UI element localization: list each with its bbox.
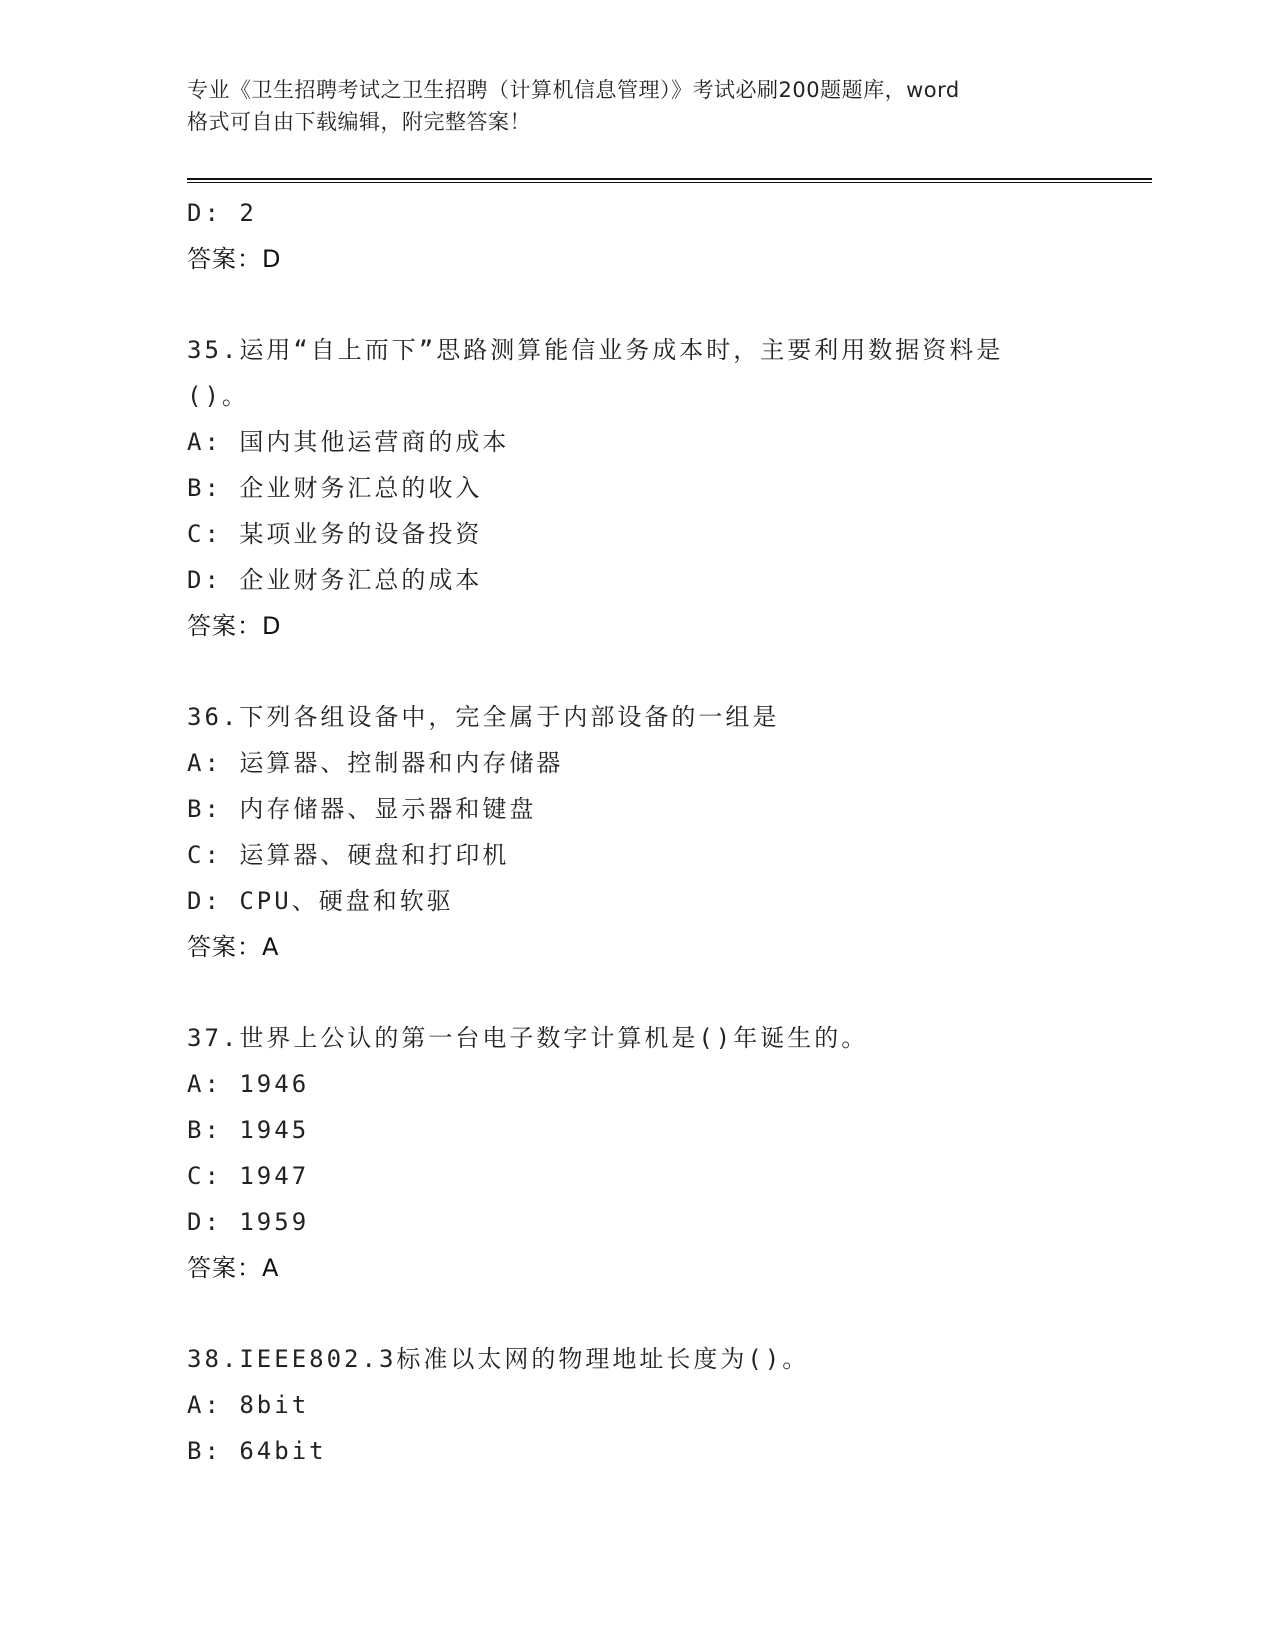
- header-title-line-2: 格式可自由下载编辑，附完整答案！: [187, 110, 531, 134]
- document-header: [187, 74, 1107, 138]
- option-a: A: 运算器、控制器和内存储器: [187, 749, 564, 777]
- spacer: [187, 282, 1087, 327]
- option-c: C: 运算器、硬盘和打印机: [187, 841, 510, 869]
- question-stem-continued: ()。: [187, 382, 249, 410]
- option-b: B: 1945: [187, 1116, 310, 1144]
- option-c: C: 1947: [187, 1162, 310, 1190]
- option-a: A: 国内其他运营商的成本: [187, 428, 510, 456]
- header-divider: [187, 178, 1152, 183]
- option-d: D: 2: [187, 199, 257, 227]
- question-36: [187, 694, 1087, 970]
- option-b: B: 内存储器、显示器和键盘: [187, 795, 537, 823]
- answer: 答案：A: [187, 1254, 280, 1282]
- question-stem: 37.世界上公认的第一台电子数字计算机是()年诞生的。: [187, 1024, 869, 1052]
- answer: 答案：D: [187, 245, 282, 273]
- option-d: D: 1959: [187, 1208, 310, 1236]
- spacer: [187, 1291, 1087, 1336]
- question-content: [187, 190, 1087, 1474]
- option-d: D: CPU、硬盘和软驱: [187, 887, 454, 915]
- option-a: A: 1946: [187, 1070, 310, 1098]
- option-a: A: 8bit: [187, 1391, 310, 1419]
- question-35: [187, 327, 1087, 649]
- option-c: C: 某项业务的设备投资: [187, 520, 483, 548]
- answer: 答案：A: [187, 933, 280, 961]
- question-stem: 36.下列各组设备中，完全属于内部设备的一组是: [187, 703, 780, 731]
- header-title-line-1: 专业《卫生招聘考试之卫生招聘（计算机信息管理）》考试必刷200题题库，word: [187, 78, 960, 102]
- spacer: [187, 970, 1087, 1015]
- spacer: [187, 649, 1087, 694]
- answer: 答案：D: [187, 612, 282, 640]
- question-stem: 35.运用“自上而下”思路测算能信业务成本时，主要利用数据资料是: [187, 336, 1004, 364]
- option-b: B: 企业财务汇总的收入: [187, 474, 483, 502]
- option-d: D: 企业财务汇总的成本: [187, 566, 483, 594]
- option-b: B: 64bit: [187, 1437, 327, 1465]
- question-38: [187, 1336, 1087, 1474]
- question-stem: 38.IEEE802.3标准以太网的物理地址长度为()。: [187, 1345, 810, 1373]
- question-37: [187, 1015, 1087, 1291]
